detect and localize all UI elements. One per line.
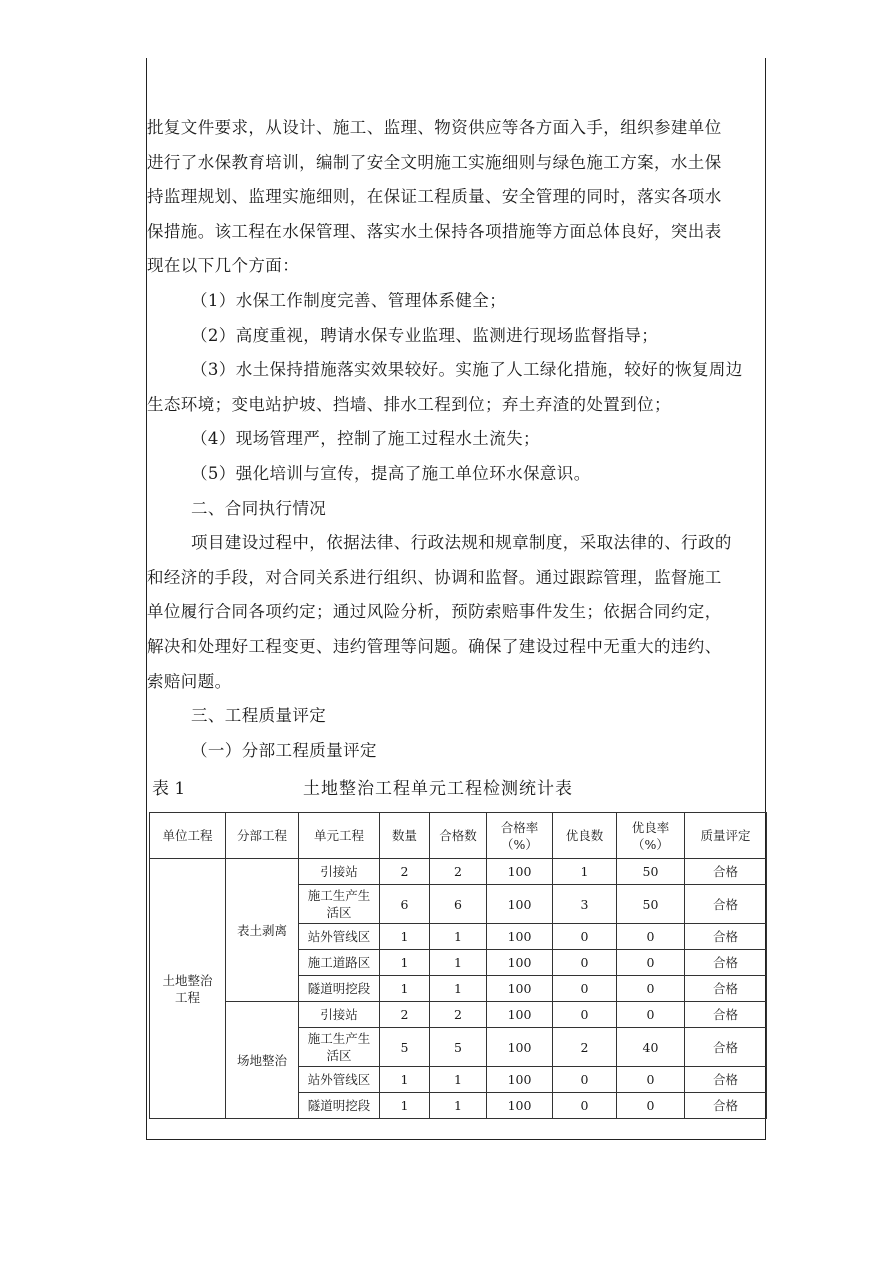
- text-line: （4）现场管理严，控制了施工过程水土流失；: [191, 429, 540, 449]
- pass-count-cell: 2: [430, 859, 487, 885]
- element-project-cell: 施工道路区: [299, 950, 380, 976]
- header-good-count: 优良数: [553, 813, 617, 859]
- quality-grade-cell: 合格: [685, 976, 767, 1002]
- header-element-project: 单元工程: [299, 813, 380, 859]
- header-unit-project: 单位工程: [150, 813, 226, 859]
- good-count-cell: 2: [553, 1028, 617, 1067]
- pass-rate-cell: 100: [487, 1067, 553, 1093]
- table-row: [150, 1002, 767, 1028]
- table-title: 土地整治工程单元工程检测统计表: [303, 779, 573, 799]
- good-rate-cell: 0: [617, 924, 685, 950]
- pass-count-cell: 1: [430, 976, 487, 1002]
- header-pass-count: 合格数: [430, 813, 487, 859]
- text-line: 和经济的手段，对合同关系进行组织、协调和监督。通过跟踪管理，监督施工: [147, 567, 722, 587]
- quantity-cell: 1: [380, 950, 430, 976]
- element-project-cell: 站外管线区: [299, 1067, 380, 1093]
- pass-count-cell: 6: [430, 885, 487, 924]
- good-count-cell: 0: [553, 976, 617, 1002]
- good-count-cell: 0: [553, 1002, 617, 1028]
- good-count-cell: 0: [553, 1067, 617, 1093]
- text-line: 现在以下几个方面：: [147, 256, 300, 276]
- element-project-cell: 引接站: [299, 1002, 380, 1028]
- good-rate-cell: 0: [617, 1093, 685, 1119]
- pass-count-cell: 2: [430, 1002, 487, 1028]
- pass-rate-cell: 100: [487, 885, 553, 924]
- text-line: 生态环境；变电站护坡、挡墙、排水工程到位；弃土弃渣的处置到位；: [147, 394, 671, 414]
- inspection-statistics-table: [149, 812, 767, 1119]
- pass-rate-cell: 100: [487, 950, 553, 976]
- body-text: [147, 111, 767, 768]
- text-line: 持监理规划、监理实施细则，在保证工程质量、安全管理的同时，落实各项水: [147, 187, 722, 207]
- quality-grade-cell: 合格: [685, 1093, 767, 1119]
- good-count-cell: 3: [553, 885, 617, 924]
- pass-count-cell: 5: [430, 1028, 487, 1067]
- quantity-cell: 1: [380, 924, 430, 950]
- text-line: （2）高度重视，聘请水保专业监理、监测进行现场监督指导；: [191, 325, 659, 345]
- text-line: 三、工程质量评定: [191, 706, 327, 726]
- table-body: [150, 859, 767, 1119]
- element-project-cell: 隧道明挖段: [299, 976, 380, 1002]
- good-rate-cell: 0: [617, 1067, 685, 1093]
- unit-project-cell: 土地整治工程: [150, 859, 226, 1119]
- header-good-rate: 优良率（%）: [617, 813, 685, 859]
- text-line: （3）水土保持措施落实效果较好。实施了人工绿化措施，较好的恢复周边: [191, 360, 743, 380]
- text-line: （1）水保工作制度完善、管理体系健全；: [191, 290, 507, 310]
- pass-rate-cell: 100: [487, 1093, 553, 1119]
- good-count-cell: 0: [553, 950, 617, 976]
- element-project-cell: 隧道明挖段: [299, 1093, 380, 1119]
- text-line: 索赔问题。: [147, 671, 232, 691]
- quality-grade-cell: 合格: [685, 885, 767, 924]
- pass-count-cell: 1: [430, 950, 487, 976]
- pass-rate-cell: 100: [487, 924, 553, 950]
- text-line: 批复文件要求，从设计、施工、监理、物资供应等各方面入手，组织参建单位: [147, 118, 722, 137]
- quality-grade-cell: 合格: [685, 924, 767, 950]
- pass-rate-cell: 100: [487, 859, 553, 885]
- division-project-cell: 表土剥离: [226, 859, 299, 1002]
- good-rate-cell: 40: [617, 1028, 685, 1067]
- element-project-cell: 引接站: [299, 859, 380, 885]
- quality-grade-cell: 合格: [685, 1002, 767, 1028]
- text-line: （一）分部工程质量评定: [191, 740, 377, 760]
- pass-rate-cell: 100: [487, 1002, 553, 1028]
- pass-rate-cell: 100: [487, 976, 553, 1002]
- table-row: [150, 859, 767, 885]
- text-line: 项目建设过程中，依据法律、行政法规和规章制度，采取法律的、行政的: [191, 533, 732, 553]
- header-quantity: 数量: [380, 813, 430, 859]
- quantity-cell: 5: [380, 1028, 430, 1067]
- pass-rate-cell: 100: [487, 1028, 553, 1067]
- good-rate-cell: 50: [617, 859, 685, 885]
- element-project-cell: 施工生产生活区: [299, 885, 380, 924]
- quality-grade-cell: 合格: [685, 859, 767, 885]
- pass-count-cell: 1: [430, 1093, 487, 1119]
- text-line: （5）强化培训与宣传，提高了施工单位环水保意识。: [191, 463, 591, 483]
- quality-grade-cell: 合格: [685, 1028, 767, 1067]
- quantity-cell: 2: [380, 859, 430, 885]
- quantity-cell: 2: [380, 1002, 430, 1028]
- header-quality-grade: 质量评定: [685, 813, 767, 859]
- header-division-project: 分部工程: [226, 813, 299, 859]
- quantity-cell: 1: [380, 976, 430, 1002]
- division-project-cell: 场地整治: [226, 1002, 299, 1119]
- pass-count-cell: 1: [430, 924, 487, 950]
- table-label: 表 1: [152, 779, 186, 799]
- good-count-cell: 0: [553, 1093, 617, 1119]
- quantity-cell: 1: [380, 1067, 430, 1093]
- text-line: 单位履行合同各项约定；通过风险分析，预防索赔事件发生；依据合同约定，: [147, 602, 722, 622]
- quantity-cell: 1: [380, 1093, 430, 1119]
- quantity-cell: 6: [380, 885, 430, 924]
- quality-grade-cell: 合格: [685, 950, 767, 976]
- good-rate-cell: 0: [617, 950, 685, 976]
- good-count-cell: 0: [553, 924, 617, 950]
- text-line: 二、合同执行情况: [191, 498, 327, 518]
- table-header-row: [150, 813, 767, 859]
- element-project-cell: 站外管线区: [299, 924, 380, 950]
- good-rate-cell: 50: [617, 885, 685, 924]
- element-project-cell: 施工生产生活区: [299, 1028, 380, 1067]
- good-rate-cell: 0: [617, 1002, 685, 1028]
- quality-grade-cell: 合格: [685, 1067, 767, 1093]
- pass-count-cell: 1: [430, 1067, 487, 1093]
- text-line: 进行了水保教育培训，编制了安全文明施工实施细则与绿色施工方案，水土保: [147, 152, 722, 172]
- header-pass-rate: 合格率（%）: [487, 813, 553, 859]
- good-count-cell: 1: [553, 859, 617, 885]
- text-line: 保措施。该工程在水保管理、落实水土保持各项措施等方面总体良好，突出表: [147, 221, 722, 241]
- good-rate-cell: 0: [617, 976, 685, 1002]
- text-line: 解决和处理好工程变更、违约管理等问题。确保了建设过程中无重大的违约、: [147, 636, 722, 656]
